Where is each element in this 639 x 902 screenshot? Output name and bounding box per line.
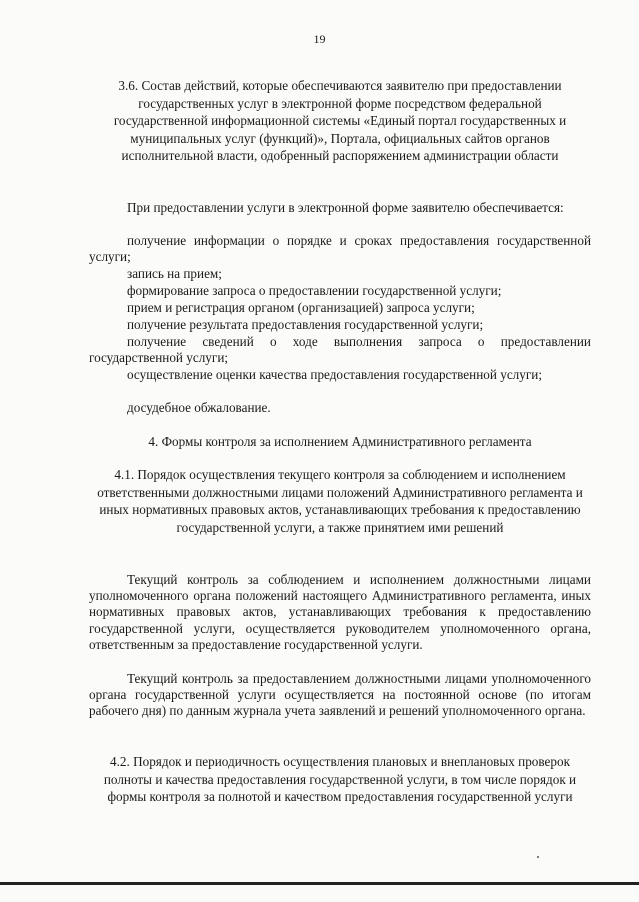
list-item: получение сведений о ходе выполнения запроса о предоставлении государственной услуги; [89,334,591,366]
section-4-2-heading: 4.2. Порядок и периодичность осуществления плановых и внеплановых проверок полноты и качества предоставления государственной услуги, в том числе порядок и формы контроля за полнотой и качеством предоставления государственной услуги [103,754,577,804]
section-3-6-intro: При предоставлении услуги в электронной форме заявителю обеспечивается: [127,200,564,215]
list-item: формирование запроса о предоставлении государственной услуги; [127,283,502,298]
section-4-heading: 4. Формы контроля за исполнением Административного регламента [148,434,532,449]
list-item: получение результата предоставления государственной услуги; [127,317,484,332]
list-item: досудебное обжалование. [127,400,271,415]
bottom-rule [0,882,639,885]
list-item: получение информации о порядке и сроках предоставления государственной услуги; [89,233,591,265]
list-item: запись на прием; [127,266,222,281]
page-number: 19 [313,32,326,46]
list-item: прием и регистрация органом (организацией) запроса услуги; [127,300,475,315]
section-4-1-paragraph-2: Текущий контроль за предоставлением должностными лицами уполномоченного органа государственной услуги осуществляется на постоянной основе (по итогам рабочего дня) по данным журнала учета заявлений и решений уполномоченного органа. [89,671,591,719]
section-4-1-heading: 4.1. Порядок осуществления текущего контроля за соблюдением и исполнением ответственными должностными лицами положений Административного регламента и иных нормативных правовых актов, устанавливающих требования к предоставлению государственной услуги, а также принятием ими решений [97,467,583,535]
section-3-6-heading: 3.6. Состав действий, которые обеспечиваются заявителю при предоставлении государственных услуг в электронной форме посредством федеральной государственной информационной системы «Единый портал государственных и муниципальных услуг (функций)», Портала, официальных сайтов органов исполнительной власти, одобренный распоряжением администрации области [113,78,567,163]
scan-speck [537,856,539,858]
section-4-1-paragraph-1: Текущий контроль за соблюдением и исполнением должностными лицами уполномоченного органа положений настоящего Административного регламента, иных нормативных правовых актов, устанавливающих требования к предоставлению государственной услуги, осуществляется руководителем уполномоченного органа, ответственным за предоставление государственной услуги. [89,572,591,652]
list-item: осуществление оценки качества предоставления государственной услуги; [127,367,542,382]
